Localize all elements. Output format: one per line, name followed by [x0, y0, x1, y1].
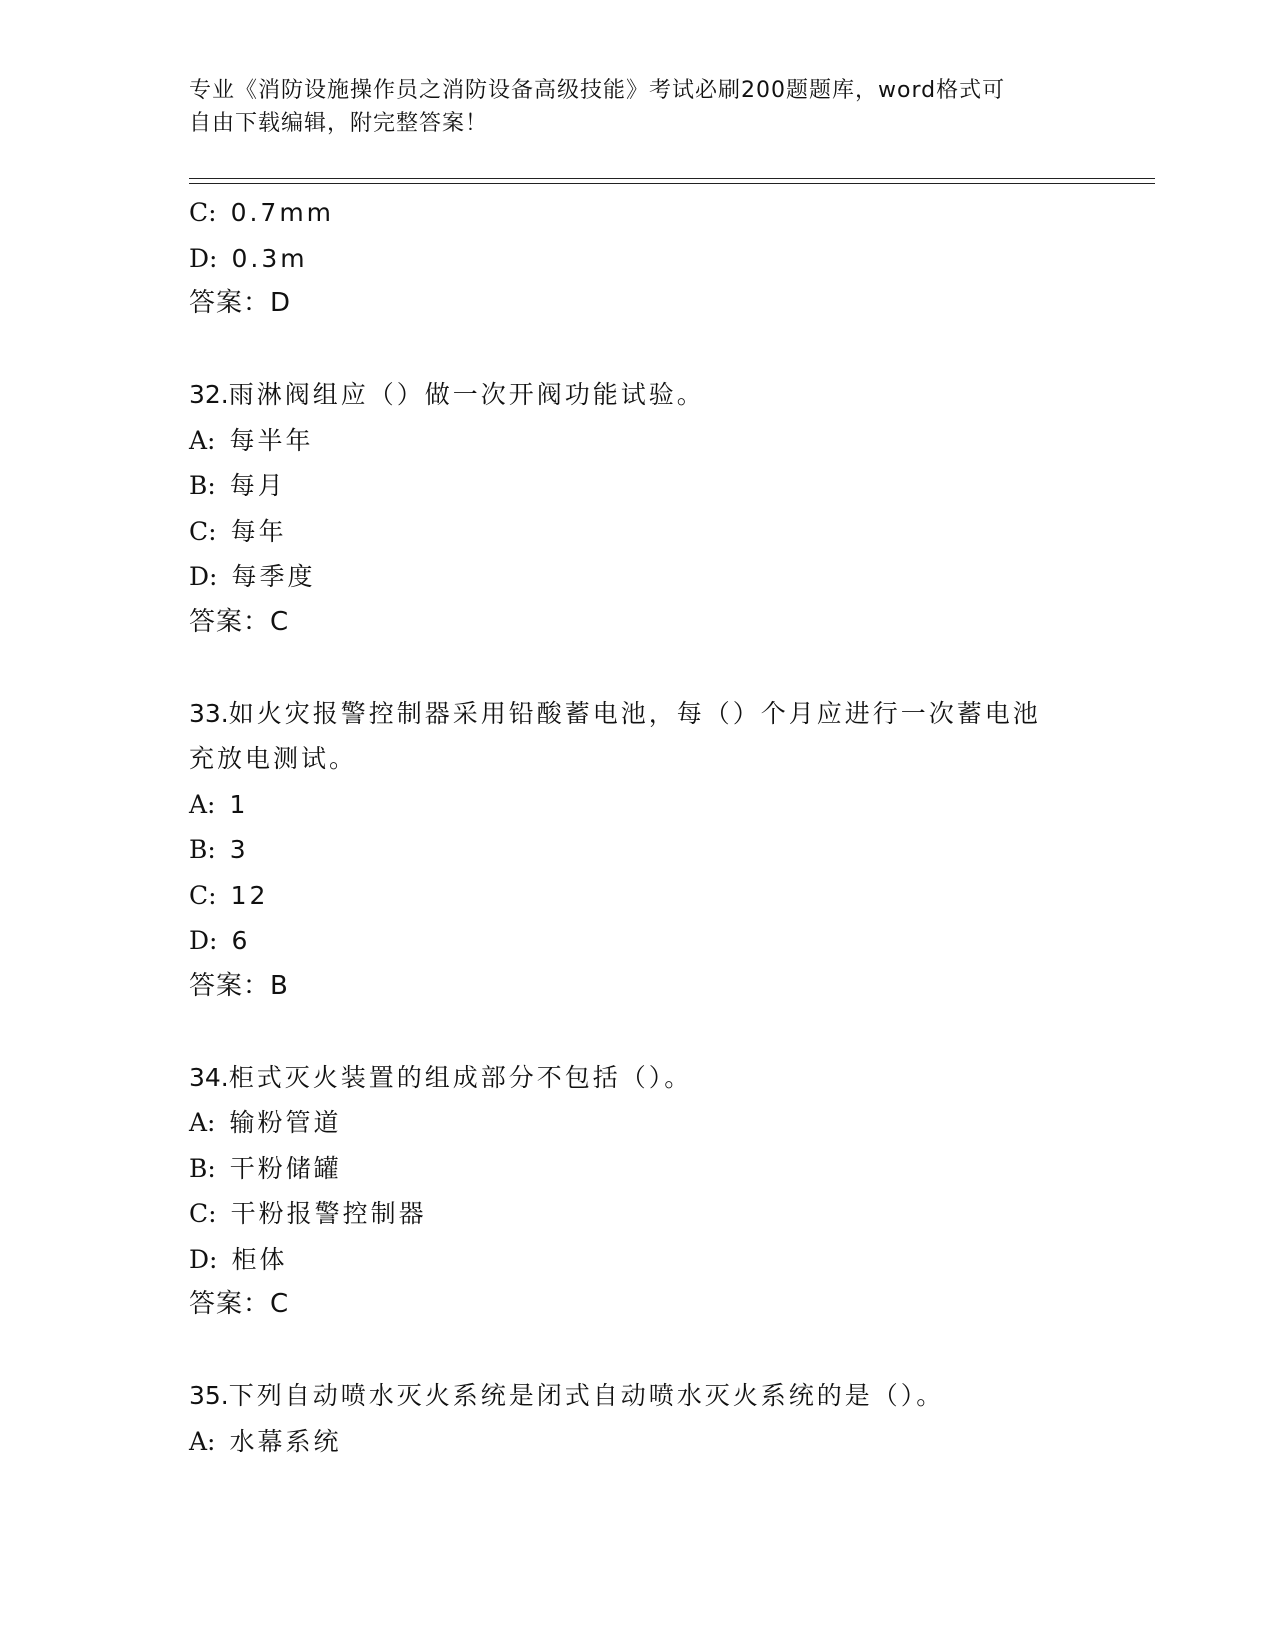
header-divider-bottom	[189, 183, 1155, 184]
question-33	[189, 691, 1089, 1010]
question-34	[189, 1055, 1089, 1328]
question-32	[189, 372, 1089, 645]
option-a: A: 每半年	[189, 425, 314, 455]
answer: 答案：B	[189, 970, 289, 1001]
option-c: C: 干粉报警控制器	[189, 1199, 427, 1228]
option-a: A: 输粉管道	[189, 1108, 342, 1137]
option-b: B: 3	[189, 835, 249, 864]
option-d: D: 每季度	[189, 562, 316, 591]
question-list	[189, 190, 1089, 1464]
answer: 答案：C	[189, 606, 290, 637]
header-line-1: 专业《消防设施操作员之消防设备高级技能》考试必刷200题题库，word格式可	[189, 78, 1006, 103]
question-stem: 35.下列自动喷水灭火系统是闭式自动喷水灭火系统的是（）。	[189, 1381, 945, 1410]
option-c: C: 12	[189, 880, 269, 910]
option-b: B: 干粉储罐	[189, 1153, 342, 1183]
answer: 答案：C	[189, 1289, 290, 1319]
header-line-2: 自由下载编辑，附完整答案！	[189, 111, 489, 136]
option-d: D: 柜体	[189, 1244, 288, 1274]
option-d: D: 6	[189, 926, 251, 955]
previous-question-tail	[189, 190, 1089, 327]
option-d: D: 0.3m	[189, 243, 308, 273]
question-35	[189, 1373, 1089, 1464]
option-b: B: 每月	[189, 471, 286, 500]
option-a: A: 水幕系统	[189, 1426, 342, 1456]
question-stem-continued: 充放电测试。	[189, 744, 358, 773]
question-stem: 33.如火灾报警控制器采用铅酸蓄电池，每（）个月应进行一次蓄电池	[189, 698, 1041, 728]
option-c: C: 0.7mm	[189, 198, 335, 227]
question-stem: 32.雨淋阀组应（）做一次开阀功能试验。	[189, 380, 705, 409]
option-a: A: 1	[189, 789, 249, 819]
document-header	[189, 74, 1089, 140]
option-c: C: 每年	[189, 516, 287, 546]
answer: 答案：D	[189, 288, 292, 318]
header-divider-top	[189, 178, 1155, 179]
question-stem: 34.柜式灭火装置的组成部分不包括（）。	[189, 1062, 693, 1092]
